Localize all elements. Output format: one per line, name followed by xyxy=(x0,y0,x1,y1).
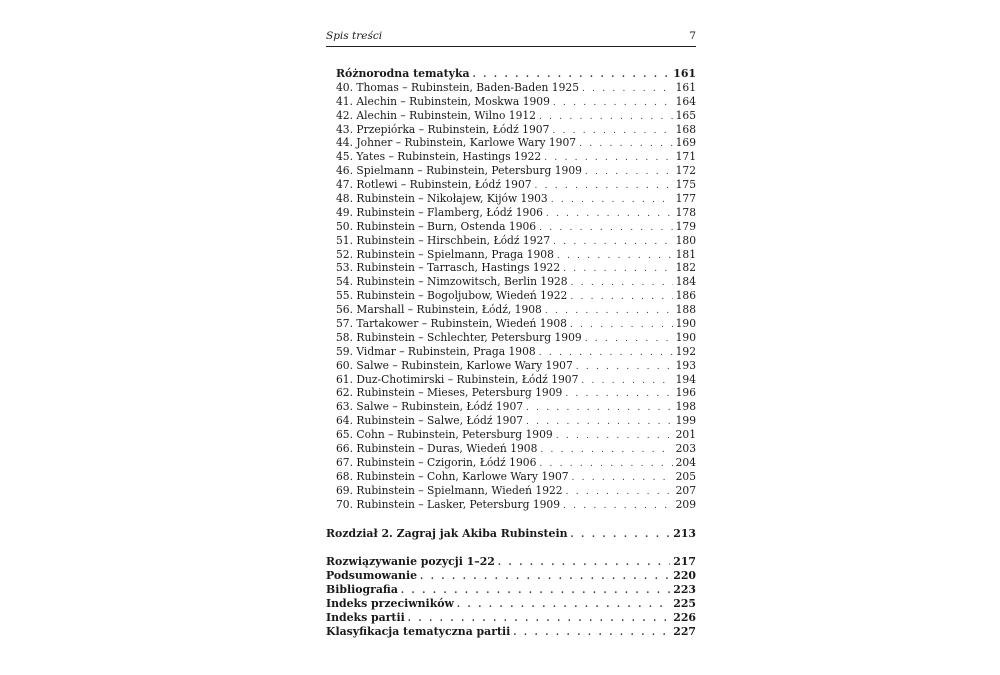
toc-page: 205 xyxy=(675,469,696,483)
toc-page: 186 xyxy=(675,289,696,303)
page-header xyxy=(326,30,696,47)
toc-label: 45. Yates – Rubinstein, Hastings 1922 xyxy=(336,150,542,164)
toc-entry[interactable] xyxy=(326,275,696,289)
toc-page: 217 xyxy=(673,555,696,569)
leader-dots xyxy=(563,500,673,514)
toc-label: Indeks przeciwników xyxy=(326,597,454,611)
leader-dots xyxy=(513,627,670,641)
toc-page: 225 xyxy=(673,597,696,611)
toc-entry[interactable] xyxy=(326,95,696,109)
leader-dots xyxy=(566,486,673,500)
toc-entry[interactable] xyxy=(326,261,696,275)
toc-entry[interactable] xyxy=(326,109,696,123)
leader-dots xyxy=(539,111,673,125)
leader-dots xyxy=(540,444,672,458)
toc-label: 49. Rubinstein – Flamberg, Łódź 1906 xyxy=(336,205,543,219)
toc-section-heading[interactable] xyxy=(326,67,696,81)
leader-dots xyxy=(546,208,673,222)
leader-dots xyxy=(570,291,672,305)
toc-page: 182 xyxy=(675,261,696,275)
toc-label: 53. Rubinstein – Tarrasch, Hastings 1922 xyxy=(336,261,561,275)
toc-label: Indeks partii xyxy=(326,610,405,624)
toc-label: 62. Rubinstein – Mieses, Petersburg 1909 xyxy=(336,386,563,400)
leader-dots xyxy=(579,138,673,152)
toc-entry[interactable] xyxy=(326,345,696,359)
toc-page: 207 xyxy=(675,483,696,497)
leader-dots xyxy=(553,236,672,250)
toc-entry[interactable] xyxy=(326,470,696,484)
toc-entry[interactable] xyxy=(326,317,696,331)
toc-entry[interactable] xyxy=(326,331,696,345)
leader-dots xyxy=(535,180,673,194)
toc-label: 69. Rubinstein – Spielmann, Wiedeń 1922 xyxy=(336,483,563,497)
toc-label: 58. Rubinstein – Schlechter, Petersburg 1909 xyxy=(336,330,582,344)
page-number: 7 xyxy=(689,30,696,42)
toc-page: 213 xyxy=(673,526,696,540)
toc-page: 193 xyxy=(675,358,696,372)
toc-page: 165 xyxy=(675,108,696,122)
toc-page: 190 xyxy=(675,317,696,331)
toc-entry[interactable] xyxy=(326,597,696,611)
toc-label: Rozdział 2. Zagraj jak Akiba Rubinstein xyxy=(326,526,568,540)
toc-page: 180 xyxy=(675,233,696,247)
toc-page: 196 xyxy=(675,386,696,400)
toc-label: 42. Alechin – Rubinstein, Wilno 1912 xyxy=(336,108,536,122)
toc-entry[interactable] xyxy=(326,289,696,303)
leader-dots xyxy=(556,430,673,444)
toc-page: 184 xyxy=(675,275,696,289)
toc-label: Bibliografia xyxy=(326,583,398,597)
leader-dots xyxy=(565,388,672,402)
toc-entry[interactable] xyxy=(326,136,696,150)
toc-page: 168 xyxy=(675,122,696,136)
toc-label: 51. Rubinstein – Hirschbein, Łódź 1927 xyxy=(336,233,551,247)
toc-label: 44. Johner – Rubinstein, Karlowe Wary 1907 xyxy=(336,136,577,150)
toc-label: 66. Rubinstein – Duras, Wiedeń 1908 xyxy=(336,442,538,456)
leader-dots xyxy=(498,557,670,571)
leader-dots xyxy=(576,361,673,375)
toc-label: 54. Rubinstein – Nimzowitsch, Berlin 1928 xyxy=(336,275,568,289)
toc-page: 199 xyxy=(675,414,696,428)
leader-dots xyxy=(570,319,673,333)
toc-label: 70. Rubinstein – Lasker, Petersburg 1909 xyxy=(336,497,561,511)
toc-page: 177 xyxy=(675,192,696,206)
toc-entry[interactable] xyxy=(326,484,696,498)
leader-dots xyxy=(553,97,673,111)
toc-label: 56. Marshall – Rubinstein, Łódź, 1908 xyxy=(336,303,542,317)
toc-page: 226 xyxy=(673,610,696,624)
toc-entry[interactable] xyxy=(326,164,696,178)
toc-label: 47. Rotlewi – Rubinstein, Łódź 1907 xyxy=(336,178,532,192)
toc-page: 198 xyxy=(675,400,696,414)
toc-label: 41. Alechin – Rubinstein, Moskwa 1909 xyxy=(336,94,550,108)
toc-page: 161 xyxy=(675,80,696,94)
leader-dots xyxy=(582,83,673,97)
toc-entry[interactable] xyxy=(326,206,696,220)
toc-label: Rozwiązywanie pozycji 1–22 xyxy=(326,555,495,569)
leader-dots xyxy=(457,599,670,613)
table-of-contents xyxy=(326,67,696,639)
toc-page: 192 xyxy=(675,344,696,358)
toc-entry[interactable] xyxy=(326,456,696,470)
leader-dots xyxy=(539,222,673,236)
toc-page: 220 xyxy=(673,569,696,583)
leader-dots xyxy=(526,402,673,416)
toc-chapter-heading[interactable] xyxy=(326,527,696,541)
toc-entry[interactable] xyxy=(326,192,696,206)
toc-label: 65. Cohn – Rubinstein, Petersburg 1909 xyxy=(336,428,553,442)
toc-label: 63. Salwe – Rubinstein, Łódź 1907 xyxy=(336,400,524,414)
toc-entry-list xyxy=(326,81,696,512)
leader-dots xyxy=(563,263,672,277)
toc-page: 209 xyxy=(675,497,696,511)
toc-entry[interactable] xyxy=(326,414,696,428)
toc-entry[interactable] xyxy=(326,373,696,387)
toc-entry[interactable] xyxy=(326,569,696,583)
leader-dots xyxy=(571,529,671,543)
toc-page: 169 xyxy=(675,136,696,150)
leader-dots xyxy=(585,166,673,180)
toc-page: 171 xyxy=(675,150,696,164)
toc-label: 48. Rubinstein – Nikołajew, Kijów 1903 xyxy=(336,192,548,206)
toc-entry[interactable] xyxy=(326,400,696,414)
toc-label: Różnorodna tematyka xyxy=(336,67,470,80)
leader-dots xyxy=(420,571,670,585)
toc-entry[interactable] xyxy=(326,123,696,137)
leader-dots xyxy=(551,194,673,208)
toc-page: 172 xyxy=(675,164,696,178)
toc-page: 181 xyxy=(675,247,696,261)
toc-label: 61. Duz-Chotimirski – Rubinstein, Łódź 1907 xyxy=(336,372,579,386)
toc-label: 57. Tartakower – Rubinstein, Wiedeń 1908 xyxy=(336,317,567,331)
toc-page: 179 xyxy=(675,219,696,233)
toc-page: 201 xyxy=(675,428,696,442)
toc-label: Klasyfikacja tematyczna partii xyxy=(326,624,511,638)
toc-page: 194 xyxy=(675,372,696,386)
toc-page: 204 xyxy=(675,455,696,469)
toc-entry[interactable] xyxy=(326,428,696,442)
toc-label: 40. Thomas – Rubinstein, Baden-Baden 1925 xyxy=(336,80,579,94)
toc-entry[interactable] xyxy=(326,303,696,317)
toc-label: 46. Spielmann – Rubinstein, Petersburg 1909 xyxy=(336,164,582,178)
toc-label: 50. Rubinstein – Burn, Ostenda 1906 xyxy=(336,219,537,233)
toc-entry[interactable] xyxy=(326,498,696,512)
toc-label: 68. Rubinstein – Cohn, Karlowe Wary 1907 xyxy=(336,469,569,483)
running-title: Spis treści xyxy=(326,30,383,42)
toc-closing-list xyxy=(326,555,696,638)
toc-entry[interactable] xyxy=(326,583,696,597)
toc-entry[interactable] xyxy=(326,442,696,456)
toc-page: 161 xyxy=(673,67,696,80)
leader-dots xyxy=(572,472,673,486)
toc-entry[interactable] xyxy=(326,81,696,95)
toc-entry[interactable] xyxy=(326,359,696,373)
toc-entry[interactable] xyxy=(326,611,696,625)
toc-label: 43. Przepiórka – Rubinstein, Łódź 1907 xyxy=(336,122,550,136)
leader-dots xyxy=(585,333,673,347)
toc-page: 188 xyxy=(675,303,696,317)
toc-page: 164 xyxy=(675,94,696,108)
toc-label: Podsumowanie xyxy=(326,569,418,583)
toc-entry[interactable] xyxy=(326,625,696,639)
leader-dots xyxy=(571,277,673,291)
toc-label: 52. Rubinstein – Spielmann, Praga 1908 xyxy=(336,247,554,261)
toc-entry[interactable] xyxy=(326,234,696,248)
toc-page: 175 xyxy=(675,178,696,192)
leader-dots xyxy=(557,250,673,264)
toc-entry[interactable] xyxy=(326,150,696,164)
toc-label: 64. Rubinstein – Salwe, Łódź 1907 xyxy=(336,414,524,428)
toc-label: 59. Vidmar – Rubinstein, Praga 1908 xyxy=(336,344,536,358)
toc-page: 178 xyxy=(675,205,696,219)
toc-entry[interactable] xyxy=(326,555,696,569)
toc-entry[interactable] xyxy=(326,386,696,400)
toc-page: 203 xyxy=(675,442,696,456)
toc-entry[interactable] xyxy=(326,178,696,192)
toc-label: 60. Salwe – Rubinstein, Karlowe Wary 1907 xyxy=(336,358,573,372)
toc-label: 55. Rubinstein – Bogoljubow, Wiedeń 1922 xyxy=(336,289,568,303)
toc-page: 227 xyxy=(673,624,696,638)
leader-dots xyxy=(581,375,672,389)
toc-page: 190 xyxy=(675,330,696,344)
toc-entry[interactable] xyxy=(326,248,696,262)
toc-entry[interactable] xyxy=(326,220,696,234)
toc-label: 67. Rubinstein – Czigorin, Łódź 1906 xyxy=(336,455,537,469)
toc-page: 223 xyxy=(673,583,696,597)
